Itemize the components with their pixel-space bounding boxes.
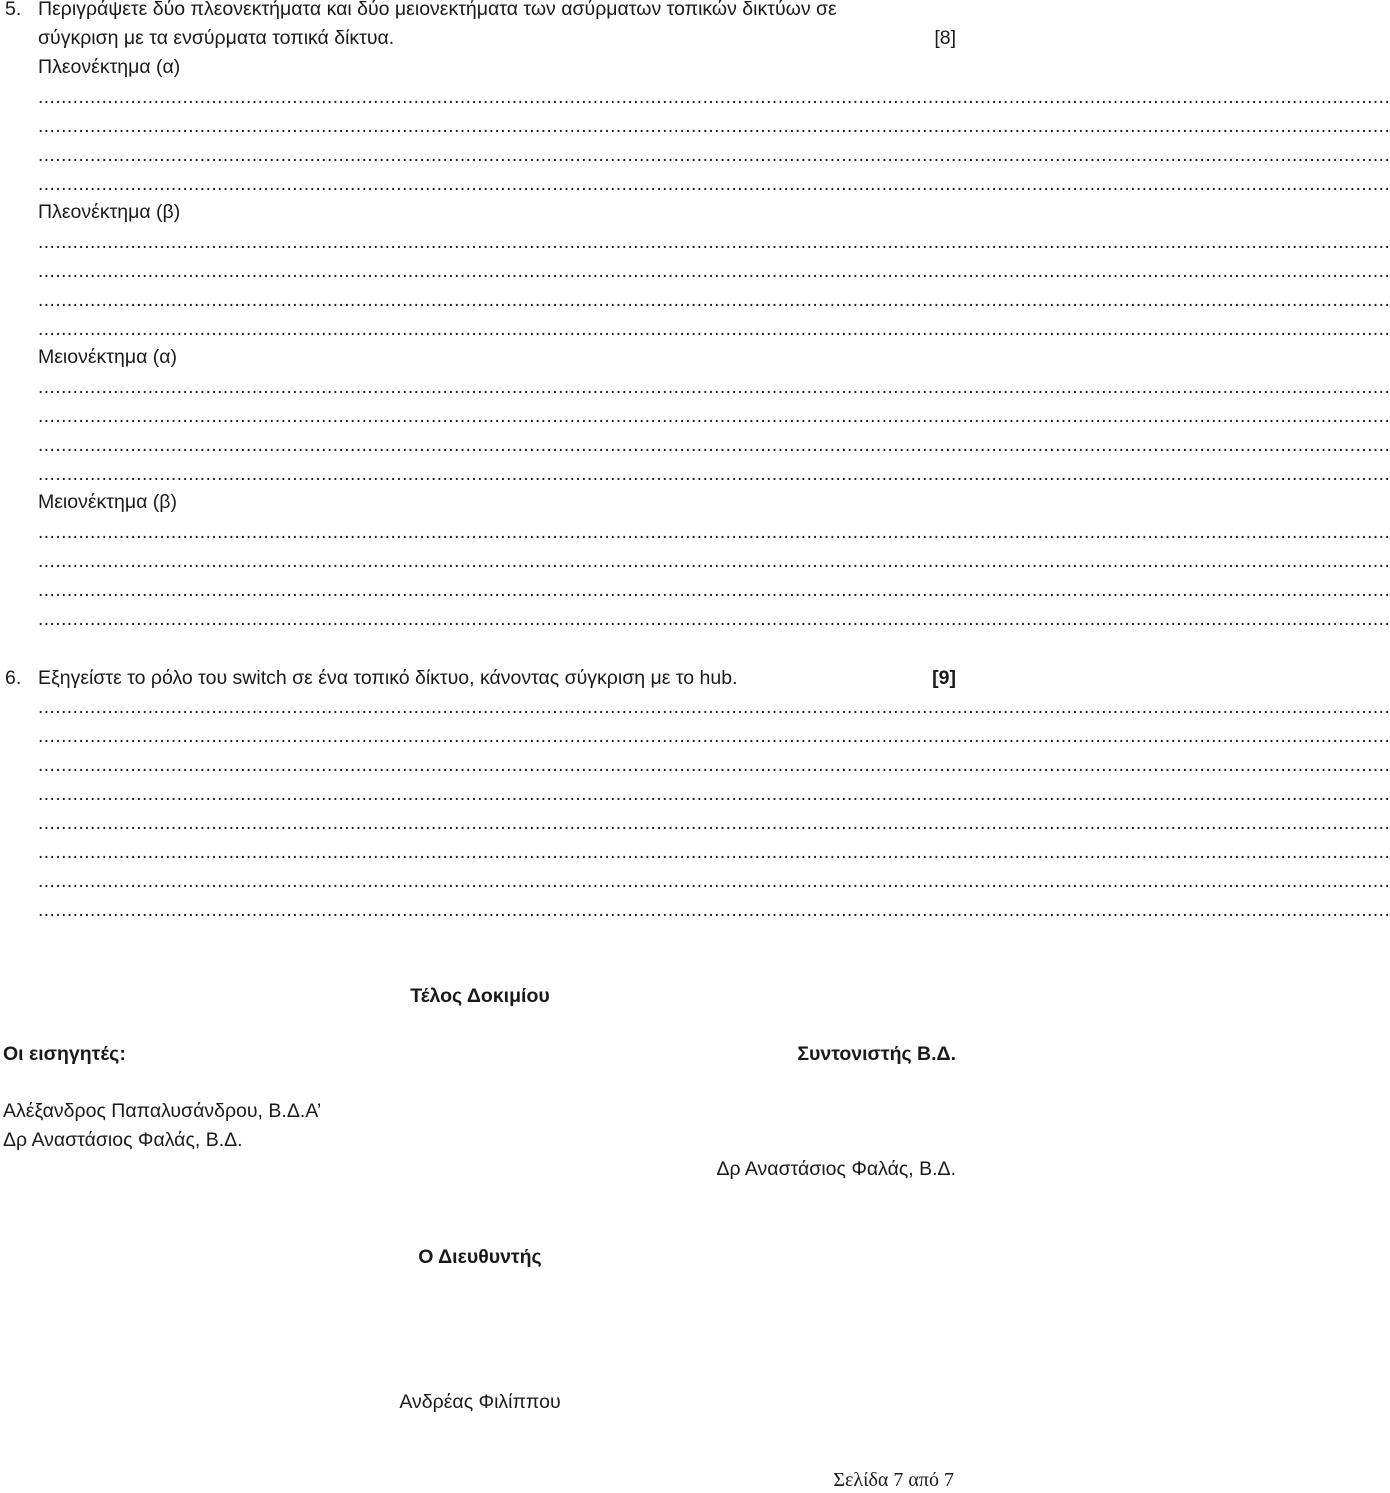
disadvantage-b-label: Μειονέκτημα (β): [38, 491, 177, 513]
answer-line[interactable]: ..........................................................................................................................................................................................................................................: [38, 900, 1390, 921]
question-5-marks: [8]: [934, 27, 956, 49]
answer-line[interactable]: ..........................................................................................................................................................................................................................................: [38, 261, 1390, 282]
answer-line[interactable]: ..........................................................................................................................................................................................................................................: [38, 551, 1390, 572]
answer-line[interactable]: ..........................................................................................................................................................................................................................................: [38, 609, 1390, 630]
answer-line[interactable]: ..........................................................................................................................................................................................................................................: [38, 697, 1390, 718]
answer-line[interactable]: ..........................................................................................................................................................................................................................................: [38, 377, 1390, 398]
question-6-text: Εξηγείστε το ρόλο του switch σε ένα τοπικό δίκτυο, κάνοντας σύγκριση με το hub.: [38, 667, 738, 689]
question-5-number: 5.: [5, 0, 22, 20]
page-number: Σελίδα 7 από 7: [833, 1469, 954, 1491]
coordinator-name: Δρ Αναστάσιος Φαλάς, Β.Δ.: [716, 1158, 956, 1180]
question-6-number: 6.: [5, 667, 22, 689]
answer-line[interactable]: ..........................................................................................................................................................................................................................................: [38, 871, 1390, 892]
director-name: Ανδρέας Φιλίππου: [399, 1391, 561, 1413]
answer-line[interactable]: ..........................................................................................................................................................................................................................................: [38, 464, 1390, 485]
answer-line[interactable]: ..........................................................................................................................................................................................................................................: [38, 319, 1390, 340]
answer-line[interactable]: ..........................................................................................................................................................................................................................................: [38, 813, 1390, 834]
answer-line[interactable]: ..........................................................................................................................................................................................................................................: [38, 580, 1390, 601]
examiner-2-name: Δρ Αναστάσιος Φαλάς, Β.Δ.: [3, 1129, 243, 1151]
answer-line[interactable]: ..........................................................................................................................................................................................................................................: [38, 435, 1390, 456]
examiners-heading: Οι εισηγητές:: [3, 1043, 126, 1065]
answer-line[interactable]: ..........................................................................................................................................................................................................................................: [38, 726, 1390, 747]
question-5-text-line1: Περιγράψετε δύο πλεονεκτήματα και δύο μειονεκτήματα των ασύρματων τοπικών δικτύων σε: [38, 0, 837, 20]
answer-line[interactable]: ..........................................................................................................................................................................................................................................: [38, 87, 1390, 108]
answer-line[interactable]: ..........................................................................................................................................................................................................................................: [38, 232, 1390, 253]
coordinator-heading: Συντονιστής Β.Δ.: [797, 1043, 956, 1065]
answer-line[interactable]: ..........................................................................................................................................................................................................................................: [38, 784, 1390, 805]
question-5-text-line2: σύγκριση με τα ενσύρματα τοπικά δίκτυα.: [38, 27, 395, 49]
answer-line[interactable]: ..........................................................................................................................................................................................................................................: [38, 290, 1390, 311]
end-of-paper-title: Τέλος Δοκιμίου: [410, 985, 550, 1007]
answer-line[interactable]: ..........................................................................................................................................................................................................................................: [38, 842, 1390, 863]
answer-line[interactable]: ..........................................................................................................................................................................................................................................: [38, 755, 1390, 776]
answer-line[interactable]: ..........................................................................................................................................................................................................................................: [38, 406, 1390, 427]
question-6-marks: [9]: [932, 667, 956, 689]
answer-line[interactable]: ..........................................................................................................................................................................................................................................: [38, 522, 1390, 543]
director-heading: Ο Διευθυντής: [418, 1246, 542, 1268]
examiner-1-name: Αλέξανδρος Παπαλυσάνδρου, Β.Δ.Α’: [3, 1100, 322, 1122]
disadvantage-a-label: Μειονέκτημα (α): [38, 346, 178, 368]
advantage-a-label: Πλεονέκτημα (α): [38, 56, 181, 78]
answer-line[interactable]: ..........................................................................................................................................................................................................................................: [38, 174, 1390, 195]
advantage-b-label: Πλεονέκτημα (β): [38, 201, 181, 223]
answer-line[interactable]: ..........................................................................................................................................................................................................................................: [38, 145, 1390, 166]
answer-line[interactable]: ..........................................................................................................................................................................................................................................: [38, 116, 1390, 137]
